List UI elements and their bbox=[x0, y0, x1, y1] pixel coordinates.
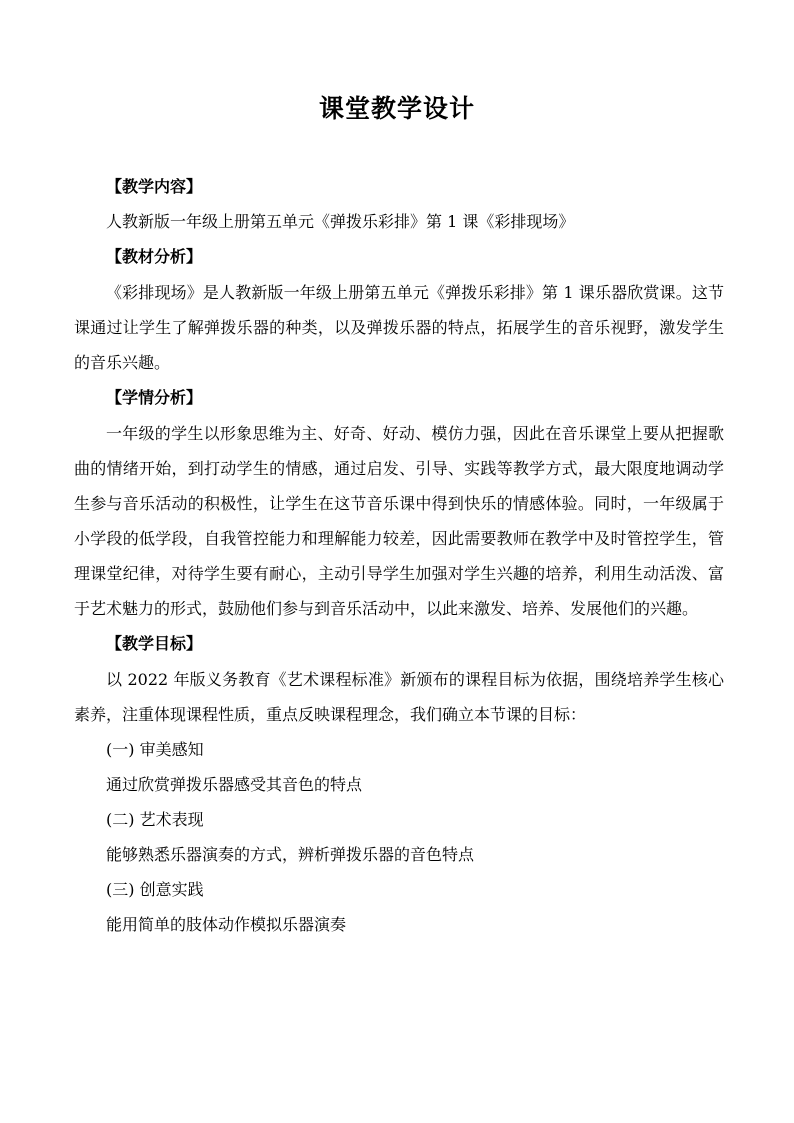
goals-intro-text: 以 2022 年版义务教育《艺术课程标准》新颁布的课程目标为依据，围绕培养学生核心素养，注重体现课程性质，重点反映课程理念，我们确立本节课的目标： bbox=[74, 670, 724, 724]
content-text: 人教新版一年级上册第五单元《弹拨乐彩排》第 1 课《彩排现场》 bbox=[106, 212, 575, 231]
document-body bbox=[74, 174, 724, 947]
section-heading-content: 【教学内容】 bbox=[106, 177, 203, 196]
goal-text-aesthetic: 通过欣赏弹拨乐器感受其音色的特点 bbox=[106, 775, 363, 794]
section-heading-goals: 【教学目标】 bbox=[106, 634, 203, 653]
page-title: 课堂教学设计 bbox=[318, 94, 475, 123]
goal-label-expression: (二) 艺术表现 bbox=[106, 810, 204, 829]
analysis-text: 《彩排现场》是人教新版一年级上册第五单元《弹拨乐彩排》第 1 课乐器欣赏课。这节课通过让学生了解弹拨乐器的种类，以及弹拨乐器的特点，拓展学生的音乐视野，激发学生的音乐兴趣。 bbox=[74, 283, 724, 372]
goal-label-aesthetic: (一) 审美感知 bbox=[106, 740, 204, 759]
section-heading-analysis: 【教材分析】 bbox=[106, 247, 203, 266]
students-text: 一年级的学生以形象思维为主、好奇、好动、模仿力强，因此在音乐课堂上要从把握歌曲的情绪开始，到打动学生的情感，通过启发、引导、实践等教学方式，最大限度地调动学生参与音乐活动的积极性，让学生在这节音乐课中得到快乐的情感体验。同时，一年级属于小学段的低学段，自我管控能力和理解能力较差，因此需要教师在教学中及时管控学生，管理课堂纪律，对待学生要有耐心，主动引导学生加强对学生兴趣的培养，利用生动活泼、富于艺术魅力的形式，鼓励他们参与到音乐活动中，以此来激发、培养、发展他们的兴趣。 bbox=[74, 424, 724, 618]
goal-label-creative: (三) 创意实践 bbox=[106, 880, 204, 899]
goal-text-creative: 能用简单的肢体动作模拟乐器演奏 bbox=[106, 915, 347, 934]
section-heading-students: 【学情分析】 bbox=[106, 388, 203, 407]
goal-text-expression: 能够熟悉乐器演奏的方式，辨析弹拨乐器的音色特点 bbox=[106, 845, 475, 864]
